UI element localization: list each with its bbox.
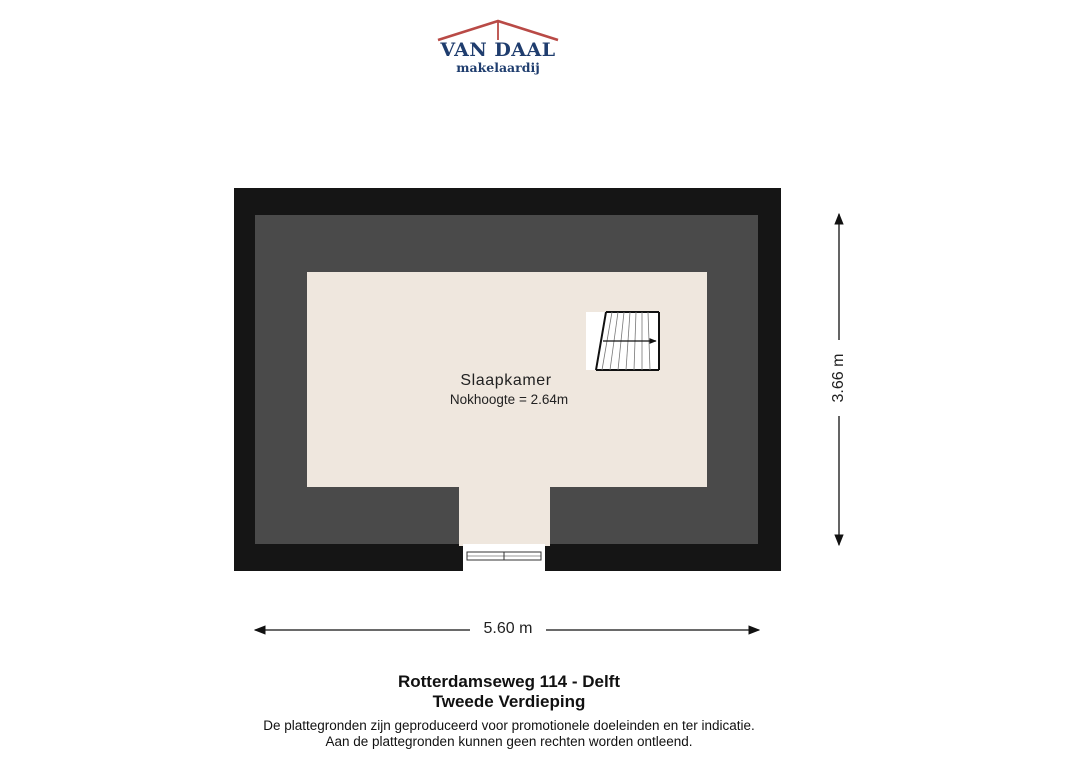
ridge-height-label: Nokhoogte = 2.64m [449, 392, 569, 407]
disclaimer-line-2: Aan de plattegronden kunnen geen rechten worden ontleend. [325, 734, 693, 749]
logo-tagline: makelaardij [456, 60, 540, 75]
width-dimension-label: 5.60 m [470, 620, 546, 638]
logo-name: VAN DAAL [440, 39, 556, 61]
depth-dimension-label: 3.66 m [830, 340, 848, 416]
disclaimer-line-1: De plattegronden zijn geproduceerd voor promotionele doeleinden en ter indicatie. [263, 718, 755, 733]
floor-title: Tweede Verdieping [432, 692, 586, 711]
window [463, 544, 545, 571]
room-name-label: Slaapkamer [460, 372, 552, 389]
address-title: Rotterdamseweg 114 - Delft [397, 672, 620, 691]
staircase-icon [586, 312, 660, 370]
